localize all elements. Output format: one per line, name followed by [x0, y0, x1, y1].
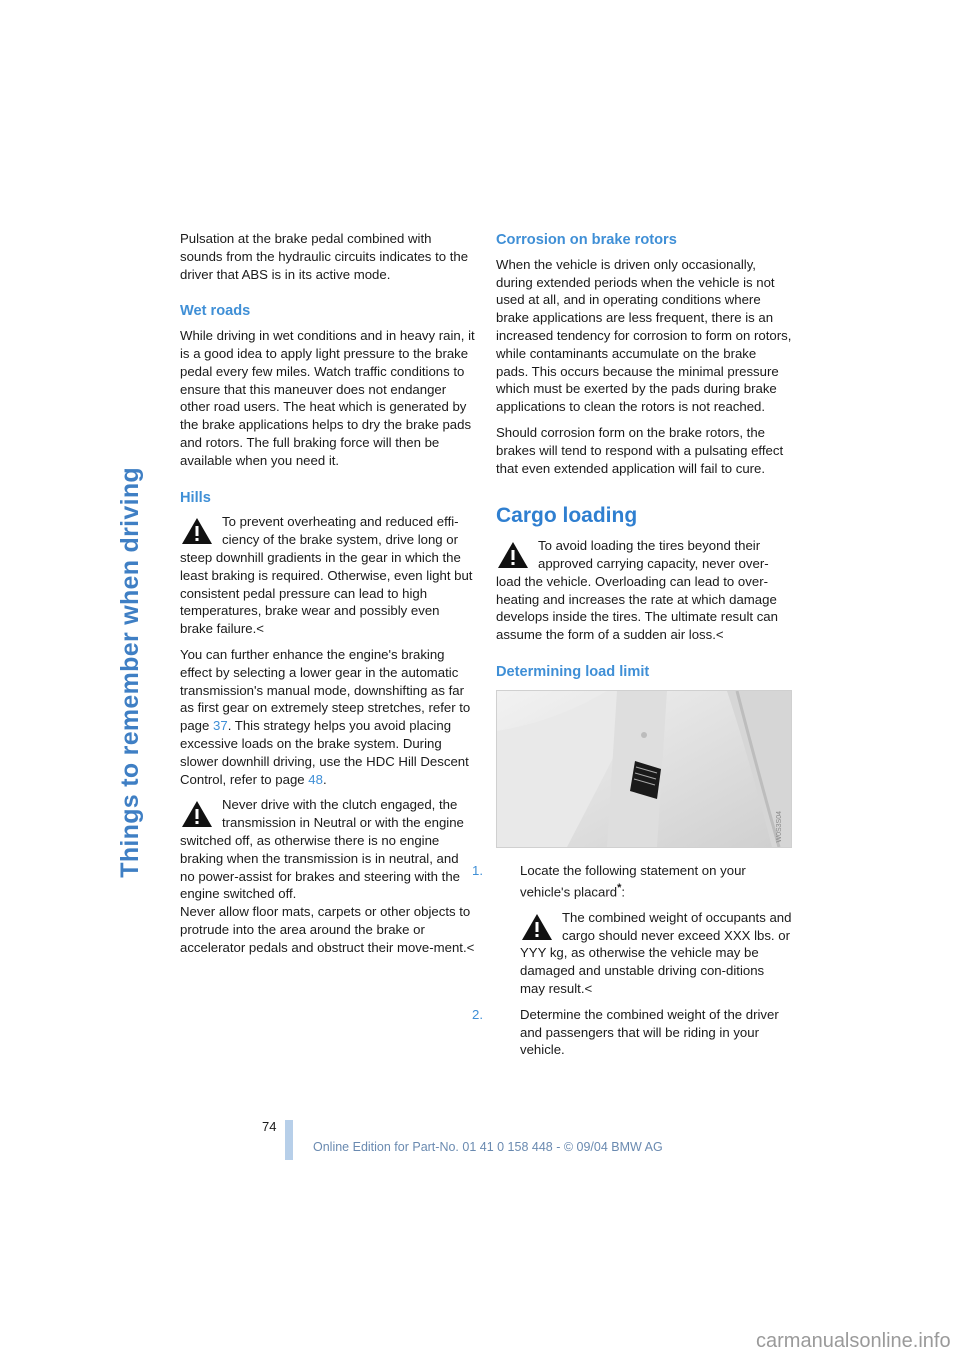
end-mark: < — [584, 980, 593, 996]
engine-braking-text-a: You can further enhance the engine's braking effect by selecting a lower gear in the automatic transmission's manual mode, downshifting as far as first gear on extremely steep stretches, refer to page — [180, 646, 471, 734]
step-1 — [472, 862, 792, 901]
site-watermark: carmanualsonline.info — [756, 1330, 951, 1352]
warning-combined-weight — [520, 909, 792, 998]
warning-overheating — [180, 513, 476, 638]
page-link-48[interactable]: 48 — [308, 771, 323, 787]
warning-cargo — [496, 537, 792, 644]
warning-clutch-text: Never drive with the clutch engaged, the transmission in Neutral or with the engine switched off, as otherwise there is no engine braking when the transmission is in neutral, and no power-assist for brakes and steering with the engine switched off. — [180, 797, 464, 902]
warning-triangle-icon — [520, 912, 554, 942]
step-1-text: Locate the following statement on your vehicle's placard — [520, 862, 746, 899]
left-column — [180, 230, 476, 964]
end-mark: < — [715, 627, 724, 643]
door-pillar-placard-photo — [496, 690, 792, 848]
warning-triangle-icon — [496, 540, 530, 570]
door-pillar-illustration — [497, 691, 791, 847]
warning-floor-mats-text: Never allow floor mats, carpets or other objects to protrude into the area around the brake or accelerator pedals and obstruct their move-ment. — [180, 904, 471, 955]
engine-braking-paragraph — [180, 646, 476, 788]
page-link-37[interactable]: 37 — [213, 718, 228, 734]
heading-hills: Hills — [180, 489, 211, 506]
step-2-text: Determine the combined weight of the driver and passengers that will be riding in your vehicle. — [520, 1006, 779, 1058]
engine-braking-text-c: . — [322, 771, 327, 787]
end-mark: < — [256, 621, 264, 637]
right-column — [472, 230, 792, 1067]
photo-code: W0S3S04 — [776, 811, 784, 843]
page-number: 74 — [262, 1119, 277, 1134]
heading-load-limit: Determining load limit — [496, 663, 650, 680]
corrosion-paragraph-1: When the vehicle is driven only occasionally, during extended periods when the vehicle is not used at all, and in operating conditions where brake applications are less frequent, there is an increased tendency for corrosion to form on rotors, while contaminants accumulate on the brake pads. This occurs because the minimal pressure which must be exerted by the pads during brake applications to clean the rotors is not reached. — [496, 256, 792, 415]
heading-cargo-loading: Cargo loading — [496, 504, 638, 528]
corrosion-paragraph-2: Should corrosion form on the brake rotors, the brakes will tend to respond with a pulsating effect that even extended application will fail to cure. — [496, 424, 784, 476]
warning-triangle-icon — [180, 799, 214, 829]
heading-wet-roads: Wet roads — [180, 303, 251, 320]
warning-triangle-icon — [180, 516, 214, 546]
warning-combined-weight-text: The combined weight of occupants and cargo should never exceed XXX lbs. or YYY kg, as otherwise the vehicle may be damaged and unstable driving con-ditions may result. — [520, 909, 792, 996]
warning-clutch — [180, 796, 476, 956]
step-1-number: 1. — [472, 862, 483, 878]
warning-overheating-text: To prevent overheating and reduced effi-ciency of the brake system, drive long or steep downhill gradients in the gear in which the least braking is required. Otherwise, even light but consistent pedal pressure can lead to high temperatures, brake wear and possibly even brake failure. — [180, 514, 473, 637]
end-mark: < — [466, 939, 475, 955]
chapter-side-title-text: Things to remember when driving — [115, 466, 144, 878]
step-1-colon: : — [621, 883, 626, 899]
footer-bar — [285, 1120, 293, 1160]
step-1-warning-wrap — [496, 909, 792, 998]
abs-paragraph: Pulsation at the brake pedal combined with sounds from the hydraulic circuits indicates to the driver that ABS is in its active mode. — [180, 231, 469, 282]
footer-edition: Online Edition for Part-No. 01 41 0 158 448 - © 09/04 BMW AG — [313, 1140, 663, 1154]
engine-braking-text-b: . This strategy helps you avoid placing excessive loads on the brake system. During slower downhill driving, use the HDC Hill Descent Control, refer to page — [180, 718, 469, 787]
chapter-side-title — [106, 232, 154, 1112]
heading-corrosion: Corrosion on brake rotors — [496, 232, 677, 248]
step-2 — [472, 1006, 792, 1059]
option-star: * — [617, 881, 622, 894]
warning-cargo-text: To avoid loading the tires beyond their approved carrying capacity, never over-load the vehicle. Overloading can lead to over-heating and increases the rate at which damage develops inside the tires. The ultimate result can assume the form of a sudden air loss. — [496, 538, 778, 643]
wet-roads-paragraph: While driving in wet conditions and in heavy rain, it is a good idea to apply light pressure to the brake pedal every few miles. Watch traffic conditions to ensure that this maneuver does not endanger other road users. The heat which is generated by the brake applications helps to dry the brake pads and rotors. The full braking force will then be available when you need it. — [180, 328, 475, 468]
step-2-number: 2. — [472, 1006, 483, 1022]
